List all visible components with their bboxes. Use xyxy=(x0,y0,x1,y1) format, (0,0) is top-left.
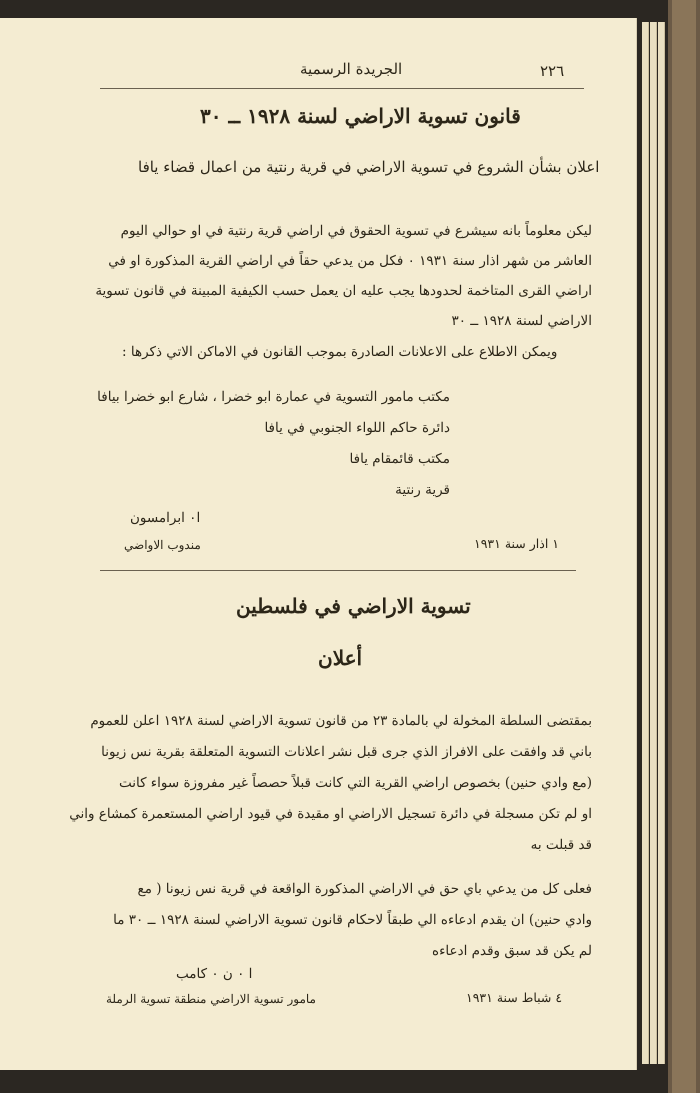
place-item: مكتب قائمقام يافا xyxy=(349,451,450,467)
body-line: العاشر من شهر اذار سنة ١٩٣١ ٠ فكل من يدعي حقاً في اراضي القرية المذكورة او في xyxy=(108,253,592,269)
notice2-para1 xyxy=(69,706,592,861)
page-edge xyxy=(650,22,657,1064)
page-number: ٢٢٦ xyxy=(540,62,565,80)
notice1-signatory: ا٠ ابرامسون xyxy=(130,510,201,526)
place-item: دائرة حاكم اللواء الجنوبي في يافا xyxy=(264,420,450,436)
body-line: باني قد وافقت على الافراز الذي جرى قبل نشر اعلانات التسوية المتعلقة بقرية نس زيونا xyxy=(101,744,592,760)
notice1-title: قانون تسوية الاراضي لسنة ١٩٢٨ ــ ٣٠ xyxy=(200,104,521,128)
body-line: اراضي القرى المتاخمة لحدودها يجب عليه ان يعمل حسب الكيفية المبينة في قانون تسوية xyxy=(95,283,592,299)
notice1-subtitle: اعلان بشأن الشروع في تسوية الاراضي في قرية رنتية من اعمال قضاء يافا xyxy=(138,158,600,176)
page-edge xyxy=(642,22,649,1064)
body-line: وادي حنين) ان يقدم ادعاءه الي طبقاً لاحكام قانون تسوية الاراضي لسنة ١٩٢٨ ــ ٣٠ ما xyxy=(113,912,592,928)
notice1-body xyxy=(96,216,592,336)
notice2-title: تسوية الاراضي في فلسطين xyxy=(236,594,471,618)
notice1-signatory-title: مندوب الاواضي xyxy=(124,538,201,552)
body-line: الاراضي لسنة ١٩٢٨ ــ ٣٠ xyxy=(451,313,592,329)
section-divider xyxy=(100,570,576,571)
body-line: فعلى كل من يدعي باي حق في الاراضي المذكورة الواقعة في قرية نس زيونا ( مع xyxy=(137,881,592,897)
header-rule xyxy=(100,88,584,89)
place-item: مكتب مامور التسوية في عمارة ابو خضرا ، شارع ابو خضرا بيافا xyxy=(97,389,450,405)
places-list xyxy=(97,382,450,506)
notice2-signatory-title: مامور تسوية الاراضي منطقة تسوية الرملة xyxy=(106,992,316,1006)
notice2-para2 xyxy=(96,874,592,967)
notice2-date: ٤ شباط سنة ١٩٣١ xyxy=(466,990,563,1005)
body-line: ليكن معلوماً بانه سيشرع في تسوية الحقوق في اراضي قرية رنتية في او حوالي اليوم xyxy=(120,223,592,239)
book-spine xyxy=(668,0,700,1093)
notice2-signatory: ا ٠ ن ٠ كامب xyxy=(176,966,253,982)
notice1-date: ١ اذار سنة ١٩٣١ xyxy=(474,536,559,551)
body-line: او لم تكن مسجلة في دائرة تسجيل الاراضي او مقيدة في قيود اراضي المستعمرة كمشاع واني xyxy=(69,806,592,822)
place-item: قرية رنتية xyxy=(395,482,450,498)
journal-name: الجريدة الرسمية xyxy=(300,60,403,78)
body-line: لم يكن قد سبق وقدم ادعاءه xyxy=(432,943,592,959)
body-line: بمقتضى السلطة المخولة لي بالمادة ٢٣ من قانون تسوية الاراضي لسنة ١٩٢٨ اعلن للعموم xyxy=(90,713,592,729)
body-line: (مع وادي حنين) بخصوص اراضي القرية التي كانت قبلاً حصصاً غير مفروزة سواء كانت xyxy=(118,775,592,791)
notice2-subtitle: أعلان xyxy=(318,646,363,670)
places-intro: ويمكن الاطلاع على الاعلانات الصادرة بموجب القانون في الاماكن الاتي ذكرها : xyxy=(122,344,558,360)
gazette-page xyxy=(0,18,637,1070)
body-line: قد قبلت به xyxy=(530,837,592,853)
page-edge xyxy=(658,22,665,1064)
